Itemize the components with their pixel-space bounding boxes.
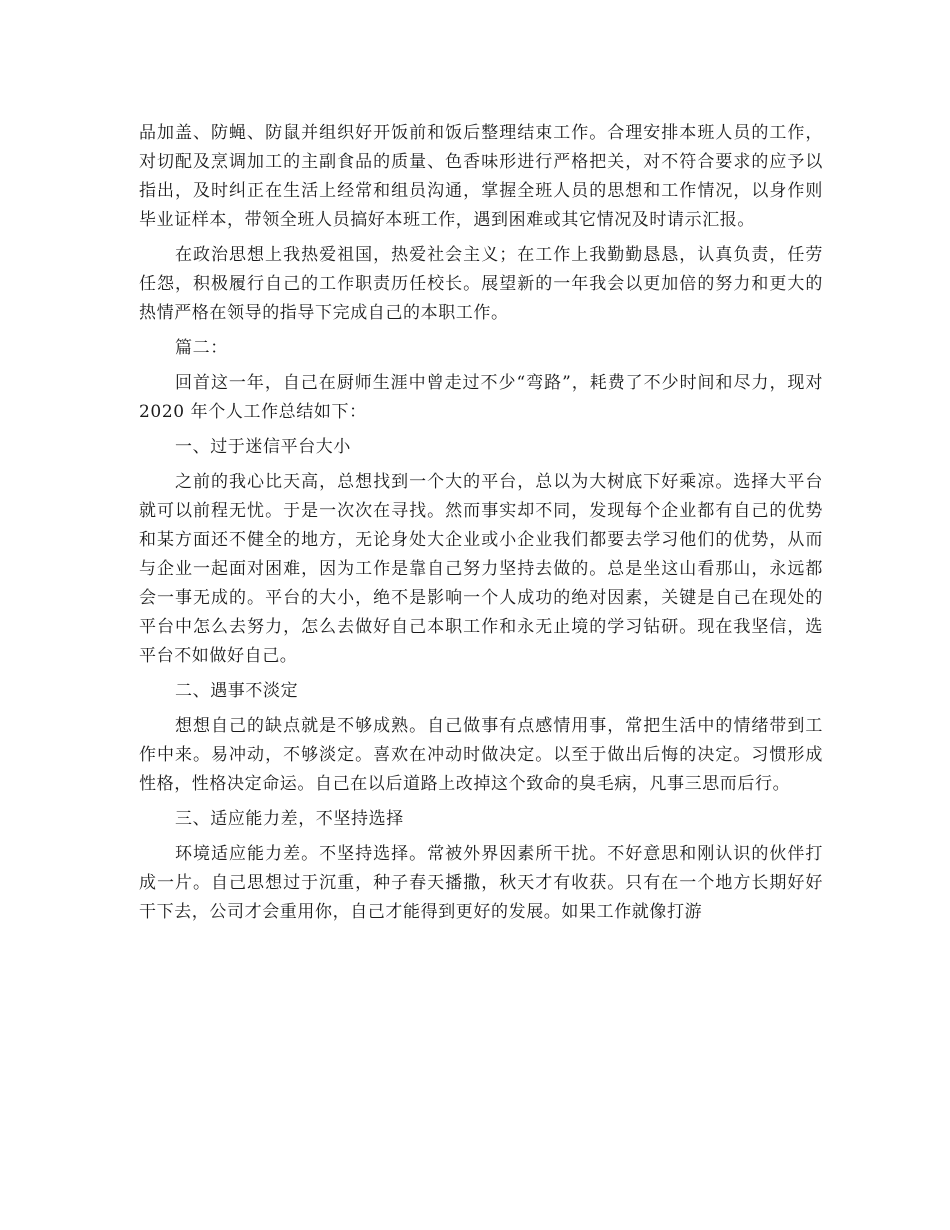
section-heading-part-two: 篇二： [175, 338, 228, 358]
paragraph-continuation: 品加盖、防蝇、防鼠并组织好开饭前和饭后整理结束工作。合理安排本班人员的工作，对切配及烹调加工的主副食品的质量、色香味形进行严格把关，对不符合要求的应予以指出，及时纠正在生活上经常和组员沟通，掌握全班人员的思想和工作情况，以身作则毕业证样本，带领全班人员搞好本班工作，遇到困难或其它情况及时请示汇报。 [139, 123, 823, 230]
section-heading-one: 一、过于迷信平台大小 [175, 437, 351, 457]
paragraph-political-thought: 在政治思想上我热爱祖国，热爱社会主义；在工作上我勤勤恳恳，认真负责，任劳任怨，积极履行自己的工作职责历任校长。展望新的一年我会以更加倍的努力和更大的热情严格在领导的指导下完成自己的本职工作。 [139, 245, 823, 323]
section-heading-two: 二、遇事不淡定 [175, 681, 299, 701]
paragraph-adaptability: 环境适应能力差。不坚持选择。常被外界因素所干扰。不好意思和刚认识的伙伴打成一片。自己思想过于沉重，种子春天播撒，秋天才有收获。只有在一个地方长期好好干下去，公司才会重用你，自己才能得到更好的发展。如果工作就像打游 [139, 844, 823, 922]
paragraph-year-review: 回首这一年，自己在厨师生涯中曾走过不少“弯路”，耗费了不少时间和尽力，现对 2020 年个人工作总结如下： [139, 373, 823, 422]
paragraph-platform: 之前的我心比天高，总想找到一个大的平台，总以为大树底下好乘凉。选择大平台就可以前程无忧。于是一次次在寻找。然而事实却不同，发现每个企业都有自己的优势和某方面还不健全的地方，无论身处大企业或小企业我们都要去学习他们的优势，从而与企业一起面对困难，因为工作是靠自己努力坚持去做的。总是坐这山看那山，永远都会一事无成的。平台的大小，绝不是影响一个人成功的绝对因素，关键是自己在现处的平台中怎么去努力，怎么去做好自己本职工作和永无止境的学习钻研。现在我坚信，选平台不如做好自己。 [139, 472, 823, 666]
document-body [139, 119, 823, 933]
paragraph-composure: 想想自己的缺点就是不够成熟。自己做事有点感情用事，常把生活中的情绪带到工作中来。易冲动，不够淡定。喜欢在冲动时做决定。以至于做出后悔的决定。习惯形成性格，性格决定命运。自己在以后道路上改掉这个致命的臭毛病，凡事三思而后行。 [139, 716, 823, 794]
section-heading-three: 三、适应能力差，不坚持选择 [175, 809, 404, 829]
